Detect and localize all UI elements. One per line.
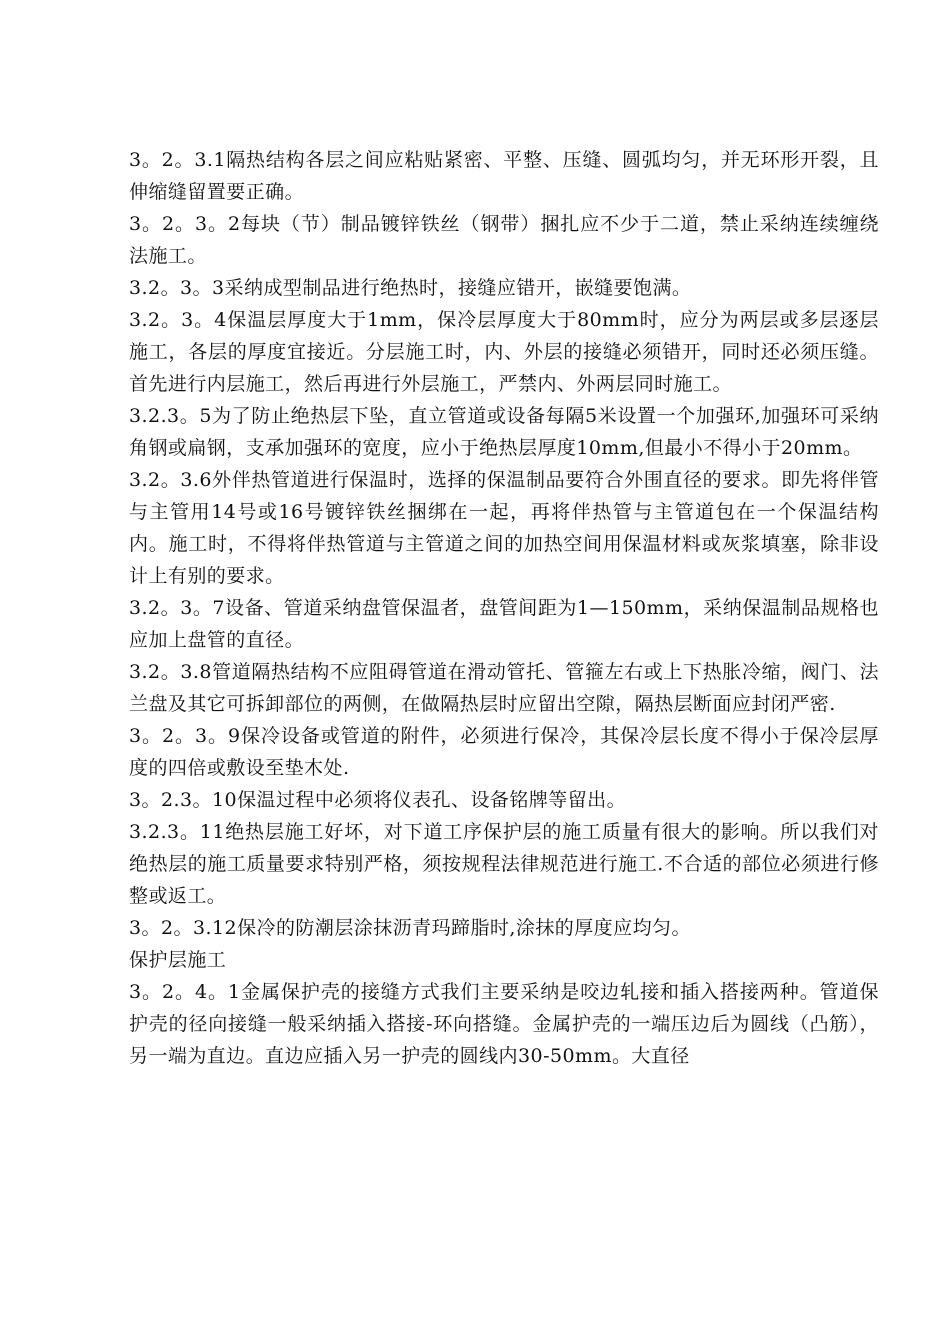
paragraph-3-2-4-1: 3。2。4。1金属保护壳的接缝方式我们主要采纳是咬边轧接和插入搭接两种。管道保护壳的径向接缝一般采纳插入搭接-环向搭缝。金属护壳的一端压边后为圆线（凸筋），另一端为直边。直边应插入另一护壳的圆线内30-50mm。大直径 — [129, 981, 879, 1067]
paragraph-3-2-3-8: 3.2。3.8管道隔热结构不应阻碍管道在滑动管托、管箍左右或上下热胀冷缩，阀门、法兰盘及其它可拆卸部位的两侧，在做隔热层时应留出空隙，隔热层断面应封闭严密. — [129, 661, 879, 715]
paragraph-3-2-3-10: 3。2.3。10保温过程中必须将仪表孔、设备铭牌等留出。 — [129, 789, 627, 811]
paragraph-3-2-3-12: 3。2。3.12保冷的防潮层涂抹沥青玛蹄脂时,涂抹的厚度应均匀。 — [129, 917, 691, 939]
paragraph-3-2-3-1: 3。2。3.1隔热结构各层之间应粘贴紧密、平整、压缝、圆弧均匀，并无环形开裂，且伸缩缝留置要正确。 — [129, 149, 879, 203]
paragraph-3-2-3-4: 3.2。3。4保温层厚度大于1mm，保冷层厚度大于80mm时，应分为两层或多层逐层施工，各层的厚度宜接近。分层施工时，内、外层的接缝必须错开，同时还必须压缝。首先进行内层施工，然后再进行外层施工，严禁内、外两层同时施工。 — [129, 309, 879, 395]
paragraph-3-2-3-11: 3.2.3。11绝热层施工好坏，对下道工序保护层的施工质量有很大的影响。所以我们对绝热层的施工质量要求特别严格，须按规程法律规范进行施工.不合适的部位必须进行修整或返工。 — [129, 821, 879, 907]
paragraph-3-2-3-2: 3。2。3。2每块（节）制品镀锌铁丝（钢带）捆扎应不少于二道，禁止采纳连续缠绕法施工。 — [129, 213, 879, 267]
paragraph-3-2-3-5: 3.2.3。5为了防止绝热层下坠，直立管道或设备每隔5米设置一个加强环,加强环可采纳角钢或扁钢，支承加强环的宽度，应小于绝热层厚度10mm,但最小不得小于20mm。 — [129, 405, 879, 459]
section-heading-protective-layer: 保护层施工 — [129, 949, 227, 971]
paragraph-3-2-3-7: 3.2。3。7设备、管道采纳盘管保温者，盘管间距为1—150mm，采纳保温制品规格也应加上盘管的直径。 — [129, 597, 879, 651]
document-body — [129, 144, 879, 1072]
paragraph-3-2-3-9: 3。2。3。9保冷设备或管道的附件，必须进行保冷，其保冷层长度不得小于保冷层厚度的四倍或敷设至垫木处. — [129, 725, 879, 779]
paragraph-3-2-3-6: 3.2。3.6外伴热管道进行保温时，选择的保温制品要符合外围直径的要求。即先将伴管与主管用14号或16号镀锌铁丝捆绑在一起，再将伴热管与主管道包在一个保温结构内。施工时，不得将伴热管道与主管道之间的加热空间用保温材料或灰浆填塞，除非设计上有别的要求。 — [129, 469, 879, 587]
paragraph-3-2-3-3: 3.2。3。3采纳成型制品进行绝热时，接缝应错开，嵌缝要饱满。 — [129, 277, 692, 299]
